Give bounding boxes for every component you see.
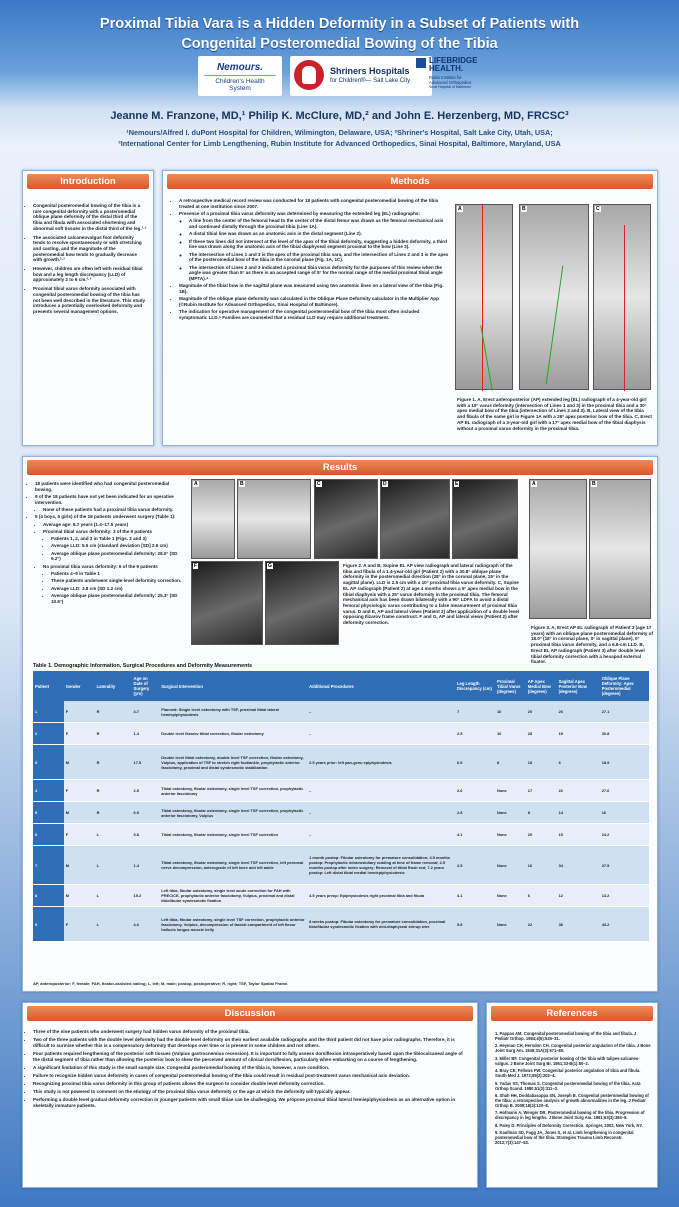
table-cell: 5.8 [455,907,495,942]
references-panel [486,1002,658,1188]
table-cell: 2 [33,723,64,745]
table-cell: 20 [526,701,557,723]
results-item: • Average age: 6.7 years (1.4–17.5 years) [43,522,187,528]
figure-3a-radiograph: A [529,479,587,619]
table-header-cell: Sagittal Apex Posterior Bow (degrees) [557,671,600,701]
table-header-cell: Proximal Tibial Varus (degrees) [495,671,526,701]
nemours-logo-sub: Children's Health System [204,75,276,92]
table-cell: M [64,885,95,907]
table-cell: Tibial osteotomy, fibular osteotomy, single level TSF correction [159,824,307,846]
reference-item: 8. Paley D. Principles of Deformity Correction. Springer, 2002, New York, NY. [495,1122,643,1128]
table-header-row [33,671,649,701]
table-cell: 6 [526,885,557,907]
reference-item: 9. Kaufman SD, Fagg JA, Jones S, et al. Limb lengthening in congenital posteromedial bow of the tibia. Strategies Trauma Limb Reconstr. 2012;7(3):147–53. [495,1130,634,1146]
table-cell: 8 [495,745,526,780]
table-cell: 15 [557,723,600,745]
table-cell: – [307,701,455,723]
table-cell: None [495,907,526,942]
introduction-panel [22,170,154,446]
table-cell: M [64,846,95,885]
discussion-item: • A significant limitation of this study is the small sample size. Congenital posteromedial bowing of the tibia is, however, a rare condition. [33,1065,469,1071]
table-cell: 10 [495,701,526,723]
table-row [33,824,649,846]
table-cell: 4.7 [132,701,160,723]
methods-list [169,198,449,321]
table-cell: 24.2 [600,824,649,846]
table-cell: 12 [557,885,600,907]
figure-2b-radiograph: B [237,479,311,559]
table-cell: 18.9 [600,745,649,780]
reference-item: 6. Shah HH, Doddabasappa SN, Joseph B. Congenital posteromedial bowing of the tibia: a retrospective analysis of growth abnormalities in the leg. J Pediatr Orthop B. 2009;18(3):120–8. [495,1092,649,1108]
table-cell: 34 [557,846,600,885]
nemours-logo-text: Nemours. [216,62,264,73]
results-item: • Average oblique plane posteromedial deformity: 25.3° (SD 10.6°) [51,593,187,604]
table-cell: 2.5 years prior: left pan-genu epiphysiodesis [307,745,455,780]
table-cell: 2.5 [132,780,160,802]
table-cell: 4 [33,780,64,802]
table-header-cell: Gender [64,671,95,701]
methods-item: • Magnitude of the oblique plane deformity was calculated in the Oblique Plane Deformity calculator in the Multiplier App (©Rubin Institute for Advanced Orthopedics, Sinai Hospital of Baltimore). [179,296,449,307]
table-cell: 1.4 [132,846,160,885]
methods-sublist [179,218,449,281]
methods-subitem: ◦ A line from the center of the femoral head to the center of the distal femur was drawn as the femoral mechanical axis and continued distally through the proximal tibia (Line 1A). [189,218,449,229]
references-heading: References [491,1006,653,1021]
methods-text [169,198,449,322]
table-cell: L [95,846,132,885]
table-header-cell: Additional Procedures [307,671,455,701]
table-cell: 7 [455,701,495,723]
results-heading: Results [27,460,653,475]
table-cell: 20 [526,824,557,846]
methods-item: • Magnitude of the tibial bow in the sagittal plane was measured using two anatomic lines on a lateral view of the tibia (Fig. 1B). [179,283,449,294]
table-cell: 17 [526,780,557,802]
shriners-emblem-icon [294,60,324,90]
table-cell: 15.2 [132,885,160,907]
reference-item: 4. Bray CE, Fellows FW. Congenital posterior angulation of tibia and fibula. South Med J. 1972;65(2):202–4. [495,1068,641,1079]
table-cell: 18 [526,745,557,780]
table-cell: 5.8 [132,824,160,846]
affiliation-line-1: ¹Nemours/Alfred I. duPont Hospital for Children, Wilmington, Delaware, USA; ²Shriner's Hospital, Salt Lake City, Utah, USA; [126,128,553,137]
table-cell: 27.6 [600,780,649,802]
methods-item: • Presence of a proximal tibia varus deformity was determined by measuring the extended leg (EL) radiographs: [179,211,449,217]
table-cell: 8 [526,802,557,824]
table-cell: F [64,701,95,723]
results-item: • No proximal tibia varus deformity: 6 of the 9 patients [43,564,187,570]
discussion-item: • Three of the nine patients who underwent surgery had hidden varus deformity of the proximal tibia. [33,1029,469,1035]
table-cell: Double level Ilizarov tibial correction, fibular osteotomy [159,723,307,745]
table-cell: None [495,780,526,802]
figure-3-caption: Figure 3. A, Erect AP EL radiograph of Patient 3 (age 17 years) with an oblique plane posteromedial deformity of 18.0° (18° in coronal plane, 0° in sagittal plane), 0° proximal tibia varus deformity, and a 6.8-cm LLD. B, Erect EL AP radiograph (Patient 3) after double level tibial deformity correction with a hexapod external fixator. [531,625,654,665]
reference-item: 3. Miller BF. Congenital posterior bowing of the tibia with talipes-calcaneo-valgus. J Bone Joint Surg Br. 1951;33-B(1):50–2. [495,1055,640,1066]
table-cell: Tibial osteotomy, fibular osteotomy, single level TSF correction, prophylactic anterior fasciotomy, Vulpius [159,802,307,824]
table-cell: 2.6 [455,780,495,802]
figure-2f-radiograph: F [191,561,263,645]
figure-2d-radiograph: D [380,479,450,559]
table-cell: 43.2 [600,907,649,942]
methods-heading: Methods [167,174,653,189]
table-cell: 13.2 [600,885,649,907]
table-row [33,846,649,885]
table-cell: – [307,780,455,802]
table-cell: 2.5 [455,723,495,745]
figure-2-caption: Figure 2. A and B, Supine EL AP view radiograph and lateral radiograph of the tibia and fibula of a 1.4-year-old girl (Patient 2) with a 30.8° oblique plane deformity in the posteromedial direction (28° in the coronal plane, 15° in the sagittal plane). LLD is 2.5 cm with a 10° proximal tibia varus deformity. C, Supine EL AP radiograph (Patient 2) at age 4 months shows a 5° apex medial bow in the tibial diaphysis with a 25° varus deformity in the proximal tibia. The femoral mechanical axis has been drawn bilaterally with a 90° LDFA to avoid a distal femoral physiologic varus contributing to a false measurement of proximal tibia varus. D and E, AP and lateral views (Patient 2) after application of a double level opposing Ilizarov frame construct. F and G, AP and lateral views (Patient 2) after deformity correction. [343,563,520,626]
table-cell: 9 [33,907,64,942]
table-cell: 1.4 [132,723,160,745]
methods-item: • The indication for operative management of the congenital posteromedial bow of the tibia most often included symptomatic LLD.⁵ Families are counseled that a residual LLD may require additional treatment. [179,309,449,320]
table-cell: 4.1 [455,885,495,907]
authors: Jeanne M. Franzone, MD,¹ Philip K. McClure, MD,² and John E. Herzenberg, MD, FRCSC³ [110,110,569,122]
table-cell: 8 weeks postop: Fibular osteotomy for premature consolidation, proximal tibiofibular syndesmotic fixation with mid-diaphyseal stirrup wire [307,907,455,942]
introduction-heading: Introduction [27,174,149,189]
table-cell: None [495,802,526,824]
intro-item: • Congenital posteromedial bowing of the tibia is a rare congenital deformity with a posteromedial oblique plane deformity of the distal third of the tibia and fibula with associated shortening and abnormal soft tissues in the distal third of the leg.¹·² [33,203,147,232]
figure-2c-radiograph: C [314,479,378,559]
table-header-cell: Surgical Intervention [159,671,307,701]
table-cell: R [95,701,132,723]
discussion-item: • Recognizing proximal tibia varus deformity in this group of patients allows the surgeon to consider double level deformity correction. [33,1081,469,1087]
table-cell: 28 [526,723,557,745]
results-list [29,481,187,606]
figure-1b-radiograph: B [519,204,589,390]
table-cell: 4.5 years preop: Epiphysiodesis right proximal tibia and fibula [307,885,455,907]
table-cell: None [495,824,526,846]
figure-2g-radiograph: G [265,561,339,645]
references-list [487,1031,657,1145]
table-cell: L [95,907,132,942]
table-cell: 16 [526,846,557,885]
shriners-logo [290,56,432,96]
table-row [33,745,649,780]
lifebridge-emblem-icon [416,58,426,68]
table-cell: M [64,802,95,824]
table-cell: Planned: Single level osteotomy with TSF, proximal tibial lateral hemiepiphysiodesis [159,701,307,723]
results-item: • 18 patients were identified who had congenital posteromedial bowing. [35,481,187,492]
results-item: • Patients 1, 2, and 3 in Table 1 (Figs. 2 and 3) [51,536,187,542]
table-cell: None [495,846,526,885]
table-header-cell: Leg Length Discrepancy (cm) [455,671,495,701]
table-cell: Tibial osteotomy, fibular osteotomy, single level TSF correction, left peroneal nerve decompression, anterograde of left knee and left ankle [159,846,307,885]
table-cell: 16 [600,802,649,824]
table-cell: R [95,723,132,745]
methods-subitem: ◦ The intersection of Lines 2 and 3 indicated a proximal tibia varus deformity for the purposes of this review when the angle was greater than 5° as there is an accepted range of 5° for the normal range of the medial proximal tibial angle (MPTA).⁴ [189,265,449,282]
table-cell: 3 [33,745,64,780]
table-cell: 6.5 [132,802,160,824]
affiliation-line-2: ³International Center for Limb Lengthening, Rubin Institute for Advanced Orthopedics, Sinai Hospital, Baltimore, Maryland, USA [118,139,561,148]
table-cell: 6 [33,824,64,846]
table-cell: 36 [557,907,600,942]
discussion-item: • This study is not powered to comment on the etiology of the proximal tibia varus deformity or the age at which the deformity will typically appear. [33,1089,469,1095]
table-1-title: Table 1. Demographic Information, Surgical Procedures and Deformity Measurements [33,663,253,669]
methods-subitem: ◦ A distal tibial line was drawn as an anatomic axis in the distal segment (Line 2). [189,231,449,237]
reference-item: 1. Pappas AM. Congenital posteromedial bowing of the tibia and fibula. J Pediatr Orthop. 1984;4(5):525–31. [495,1031,637,1041]
poster-title-line-1: Proximal Tibia Vara is a Hidden Deformity in a Subset of Patients with [99,16,580,32]
table-cell: F [64,824,95,846]
table-cell: 7 [33,846,64,885]
table-cell: Double level tibial osteotomy, double level TSF correction, fibular osteotomy, Vulpius, application of TSF to stretch right foot/ankle, prophylactic anterior fasciotomy, proximal and distal syndesmotic stabilization [159,745,307,780]
table-header-cell: Oblique Plane Deformity: Apex Posteromedial (degrees) [600,671,649,701]
introduction-list [23,203,153,315]
table-cell: 17.5 [132,745,160,780]
table-1-footnote: AP, anteroposterior; F, female; FAH, fixator-assisted nailing; L, left; M, male; postop, postoperative; R, right; TSF, Taylor Spatial Frame. [33,981,289,986]
table-cell: 4.0 [132,907,160,942]
results-item: • 9 of the 18 patients have not yet been indicated for an operative intervention. [35,494,187,505]
table-cell: – [307,802,455,824]
discussion-panel [22,1002,478,1188]
table-cell: 22 [526,907,557,942]
table-header-cell: Laterality [95,671,132,701]
results-item: • Average oblique plane posteromedial deformity: 28.0° (SD 9.2°) [51,551,187,562]
table-cell: 2.5 [455,846,495,885]
discussion-heading: Discussion [27,1006,473,1021]
table-cell: F [64,907,95,942]
table-cell: 27.1 [600,701,649,723]
discussion-list [23,1029,477,1108]
reference-item: 5. Yadav SS, Thomas S. Congenital posteromedial bowing of the tibia. Acta Orthop Scand. 1980;51(2):311–3. [495,1080,641,1091]
results-item: • These patients underwent single-level deformity correction. [51,578,187,584]
table-cell: 6.9 [455,745,495,780]
methods-subitem: ◦ The intersection of Lines 1 and 3 is the apex of the proximal tibia vara, and the intersection of Lines 2 and 3 is the apex of the posteromedial bow of the tibia in the coronal plane (Fig. 1A, 1C). [189,252,449,263]
table-cell: 14 [557,802,600,824]
results-item: • Proximal tibial varus deformity: 3 of the 9 patients [43,529,187,535]
results-item: • 9 (4 boys, 5 girls) of the 18 patients underwent surgery (Table 1): [35,514,187,520]
intro-item: • Proximal tibial varus deformity associated with congenital posteromedial bowing of the tibia has not been well described in the literature. This study introduces a potentially overlooked deformity and presents several management options. [33,286,147,315]
reference-item: 2. Heyman CH, Herndon CH. Congenital posterior angulation of the tibia. J Bone Joint Surg Am. 1949;31A(3):571–80. [495,1043,651,1054]
table-cell: R [95,780,132,802]
table-cell: None [495,885,526,907]
table-cell: 22 [557,780,600,802]
table-cell: 2.8 [455,802,495,824]
figure-1a-radiograph: A [455,204,513,390]
shriners-logo-sub: for Children®— Salt Lake City [330,78,411,84]
discussion-item: • Four patients required lengthening of the posterior soft tissues (Vulpius gastrocnemius recession). It is important to fully assess dorsiflexion intraoperatively based upon the tibiocalcaneal angle of the distal segment of tibia rather than allowing the posterior bow to skew the perceived amount of clinical dorsiflexion, particularly when embarking on a course of lengthening. [33,1051,469,1062]
results-item: • Average LLD: 5.5 cm (standard deviation [SD] 2.6 cm) [51,543,187,549]
discussion-item: • Failure to recognize hidden varus deformity in cases of congenital posteromedial bowing of the tibia could result in residual post-treatment varus mechanical axis deviation. [33,1073,469,1079]
results-item: • Patients 4–9 in Table 1 [51,571,187,577]
reference-item: 7. Hofmann A, Wenger DR. Posteromedial bowing of the tibia. Progression of discrepancy in leg lengths. J Bone Joint Surg Am. 1981;63(3):384–8. [495,1110,645,1121]
table-header-cell: Age on Date of Surgery (yrs) [132,671,160,701]
figure-2a-radiograph: A [191,479,235,559]
shriners-logo-text: Shriners Hospitals [330,66,410,76]
table-body [33,701,649,942]
methods-subitem: ◦ If these two lines did not intersect at the level of the apex of the tibial deformity, suggesting a hidden deformity, a third line was drawn along the anatomic axis of the tibial diaphyseal segment proximal to the bow (Line 3). [189,239,449,250]
lifebridge-logo-sub-2: Advanced Orthopedics [429,80,472,85]
table-cell: Left tibia, fibular osteotomy, single level acute correction for FAH with PRECICE, prophylactic anterior fasciotomy, Vulpius, proximal and distal tibiofibular syndesmotic fixation [159,885,307,907]
methods-item: • A retrospective medical record review was conducted for 18 patients with congenital posteromedial bowing of the tibia treated at one institution since 2007. [179,198,449,209]
table-header-cell: AP Apex Medial Bow (degrees) [526,671,557,701]
discussion-item: • Two of the three patients with the double level deformity had the double level deformity on their earliest available radiographs and the third patient did not have prior radiographs. Therefore, it is difficult to surmise whether this is a compensatory deformity that develops over time or is present in some children and not others. [33,1037,469,1048]
figure-1-caption: Figure 1. A, Erect anteroposterior (AP) extended leg (EL) radiograph of a 4-year-old girl with a 10° varus deformity (intersection of Lines 1 and 3) in the proximal tibia and a 30° apex medial bow of the tibia (intersection of Lines 2 and 3). B, Lateral view of the tibia and fibula of the same girl in Figure 1A with a 26° apex posterior bow of the tibia. C, Erect AP EL radiograph of a 3-year-old girl with a 17° apex medial bow of the tibial diaphysis without a proximal varus deformity in the proximal tibia. [457,397,652,431]
lifebridge-logo-sub-1: Rubin Institute for [429,75,462,80]
table-row [33,723,649,745]
lifebridge-logo [416,56,486,96]
table-cell: R [95,802,132,824]
table-cell: Tibial osteotomy, fibular osteotomy, single level TSF correction, prophylactic anterior fasciotomy [159,780,307,802]
table-cell: F [64,780,95,802]
table-cell: 15 [557,824,600,846]
figure-1c-radiograph: C [593,204,651,390]
table-cell: 10 [495,723,526,745]
intro-item: • The associated calcaneovalgus foot deformity tends to resolve spontaneously or with stretching and casting, and the magnitude of the posteromedial bow tends to gradually decrease with growth.²·³ [33,235,147,264]
results-item: • None of these patients had a proximal tibia varus deformity. [43,507,187,513]
table-cell: 1 [33,701,64,723]
table-cell: – [307,824,455,846]
results-panel [22,456,658,992]
nemours-logo [198,56,282,96]
table-cell: 37.5 [600,846,649,885]
intro-item: • However, children are often left with residual tibial bow and a leg length discrepancy (LLD) of approximately 2 to 6 cm.²·³ [33,266,147,283]
table-row [33,802,649,824]
table-cell: L [95,824,132,846]
table-cell: 6 [557,745,600,780]
table-cell: 8 [33,885,64,907]
table-header-cell: Patient [33,671,64,701]
table-cell: 4.1 [455,824,495,846]
table-cell: 1 month postop: Fibular osteotomy for premature consolidation; 4.5 months postop: Prophylactic intramedullary rodding at time of frame removal; 2.5 months postop after index surgery: Removal of tibial Rush rod; 7.2 years postop: Left distal tibial medial hemiepiphysiodesis [307,846,455,885]
table-1 [33,671,649,942]
table-cell: R [95,745,132,780]
lifebridge-logo-text: LIFEBRIDGE HEALTH. [429,56,478,73]
figure-3b-radiograph: B [589,479,651,619]
table-cell: 5 [33,802,64,824]
results-item: • Average LLD: 3.8 cm (SD 1.2 cm) [51,586,187,592]
figure-2e-radiograph: E [452,479,518,559]
table-cell: F [64,723,95,745]
table-cell: M [64,745,95,780]
table-row [33,780,649,802]
poster-title-line-2: Congenital Posteromedial Bowing of the Tibia [181,36,498,52]
table-cell: – [307,723,455,745]
table-cell: L [95,885,132,907]
table-cell: Left tibia, fibular osteotomy, single level TSF correction, prophylactic anterior fasciotomy, Vulpius, decompression of fascial compartment of left flexor hallucis longus muscle belly [159,907,307,942]
table-cell: 30.8 [600,723,649,745]
discussion-item: • Performing a double level gradual deformity correction in younger patients with small tibiae can be challenging. We propose proximal tibial lateral hemiepiphysiodesis as an alternative option in skeletally immature patients. [33,1097,469,1108]
table-row [33,885,649,907]
methods-panel [162,170,658,446]
table-row [33,907,649,942]
lifebridge-logo-sub-3: Sinai Hospital of Baltimore [429,85,472,89]
table-cell: 26 [557,701,600,723]
table-row [33,701,649,723]
